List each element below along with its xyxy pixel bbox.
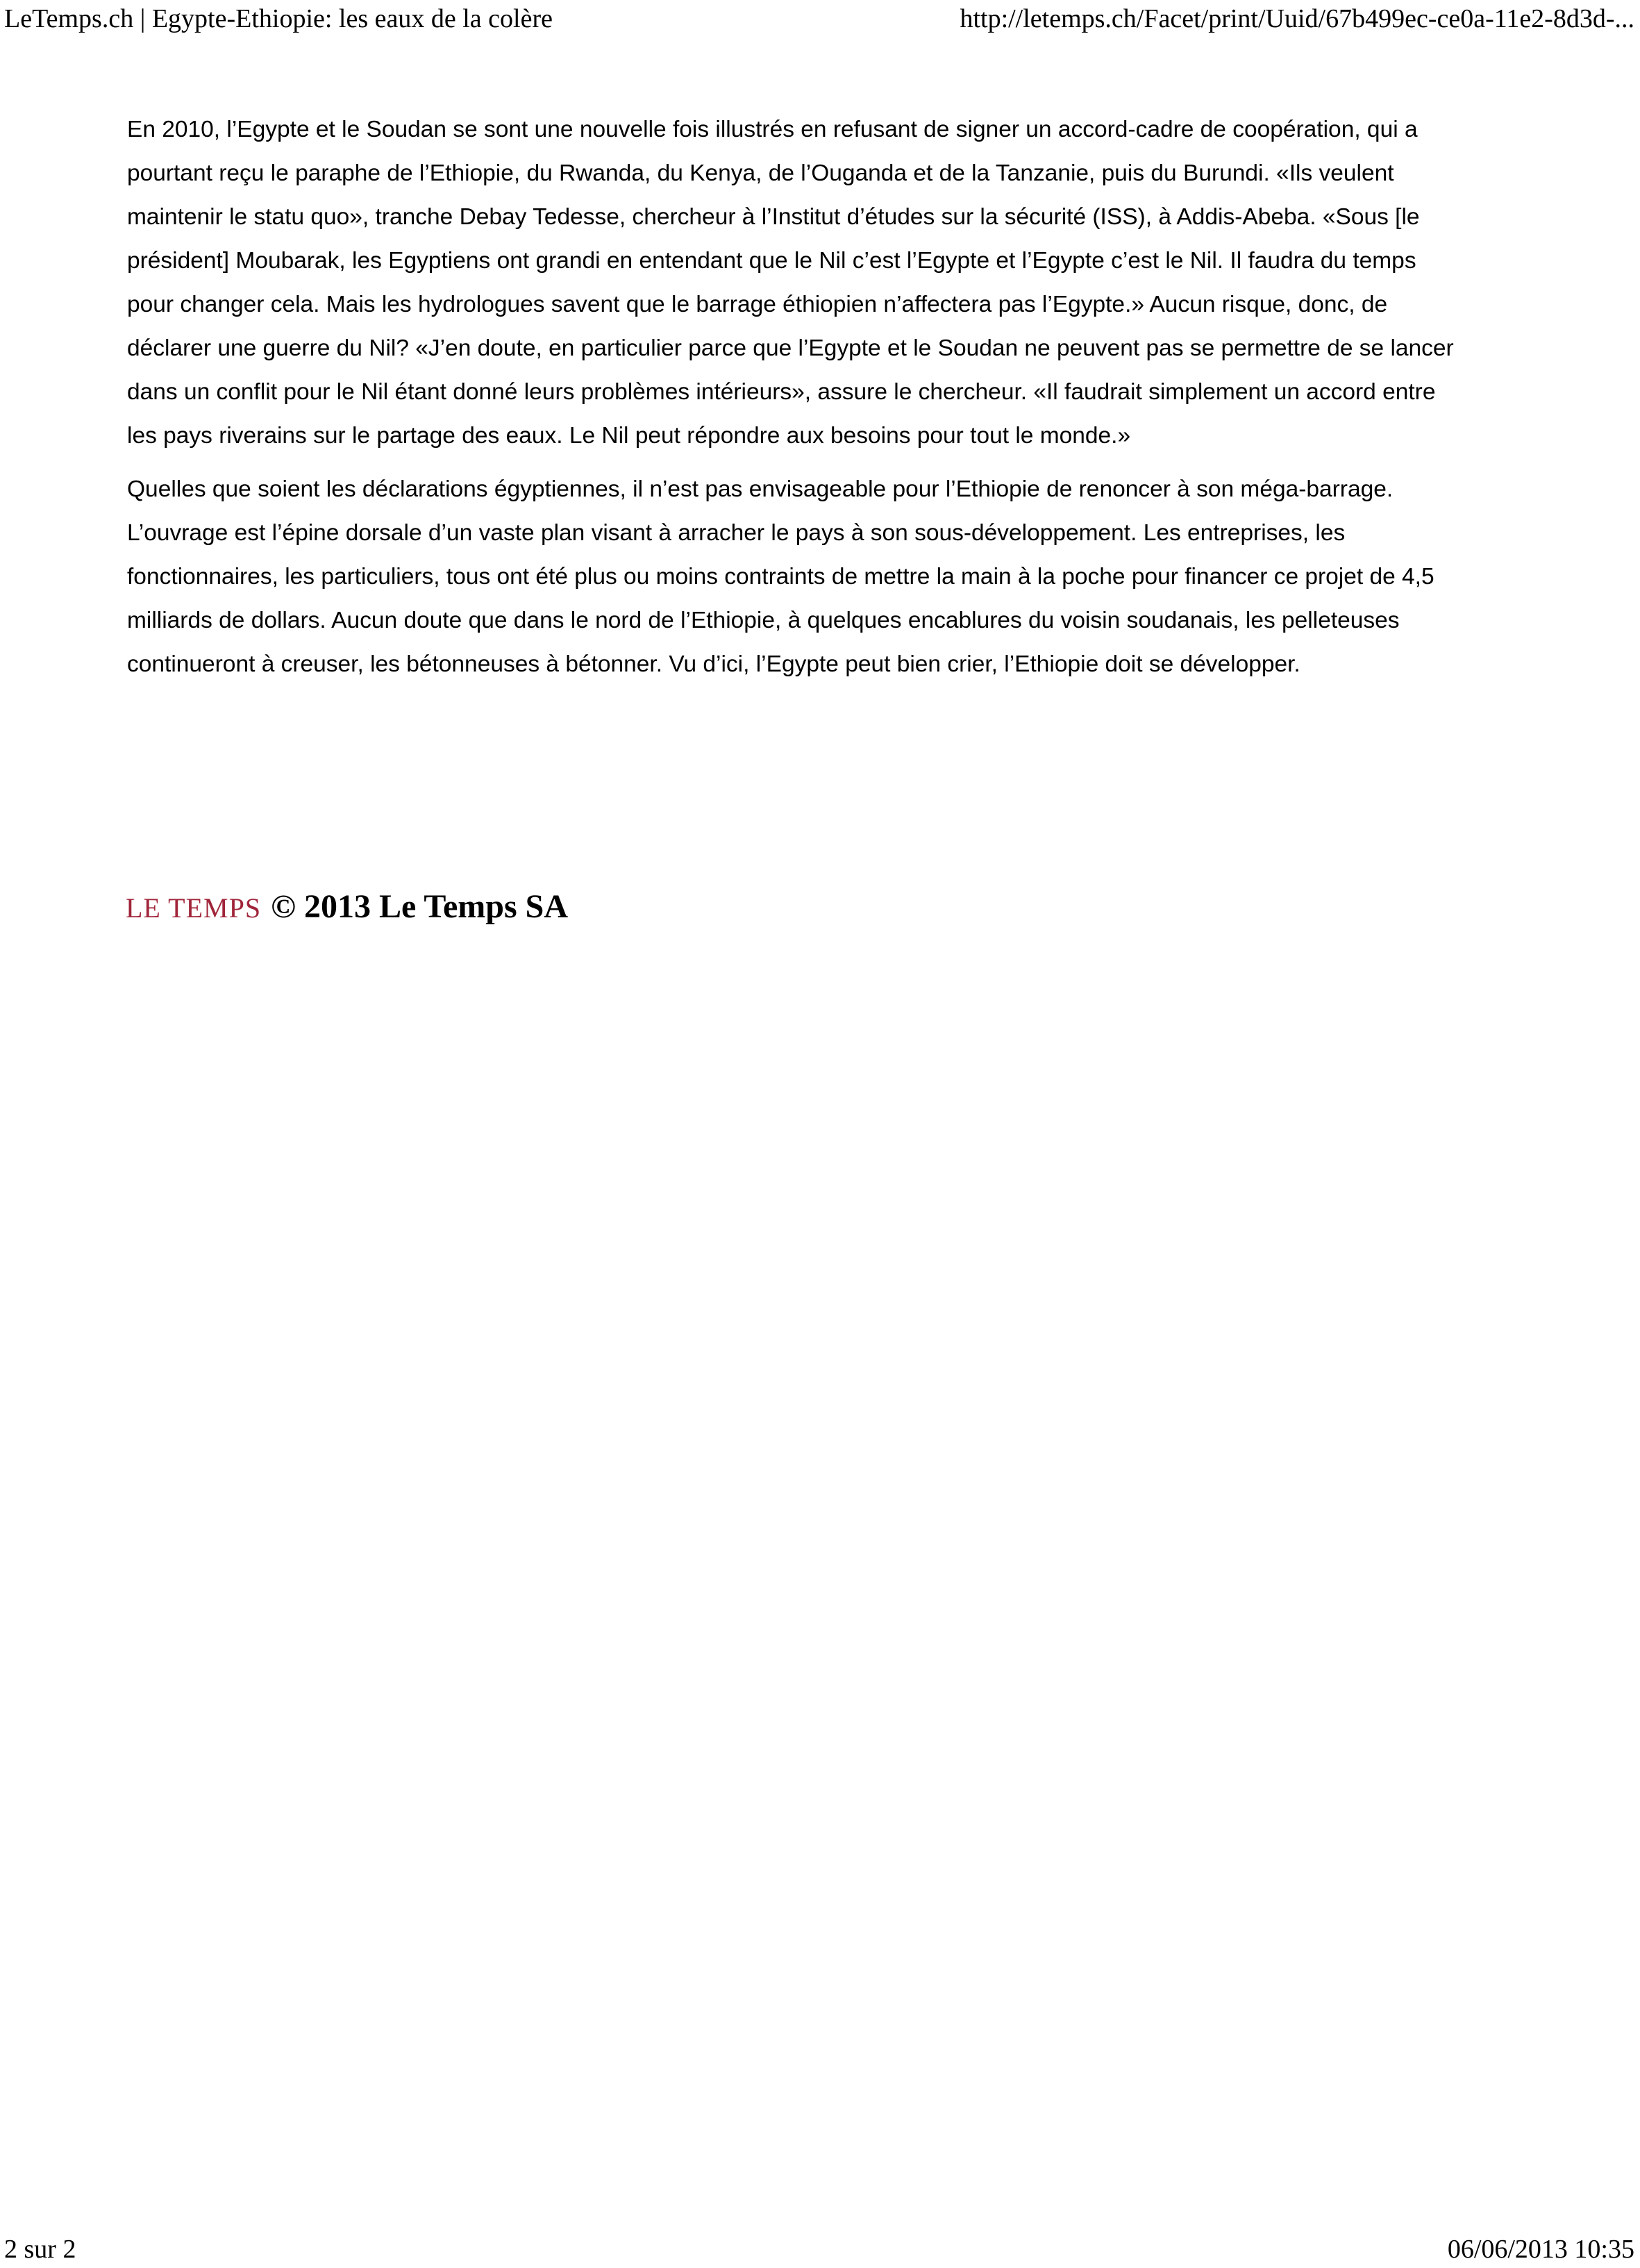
copyright-notice: © 2013 Le Temps SA — [271, 888, 569, 925]
article-paragraph: En 2010, l’Egypte et le Soudan se sont une nouvelle fois illustrés en refusant de signer un accord-cadre de coopération, qui a pourtant reçu le paraphe de l’Ethiopie, du Rwanda, du Kenya, de l’Ouganda et de la Tanzanie, puis du Burundi. «Ils veulent maintenir le statu quo», tranche Debay Tedesse, chercheur à l’Institut d’études sur la sécurité (ISS), à Addis-Abeba. «Sous [le président] Moubarak, les Egyptiens ont grandi en entendant que le Nil c’est l’Egypte et l’Egypte c’est le Nil. Il faudra du temps pour changer cela. Mais les hydrologues savent que le barrage éthiopien n’affectera pas l’Egypte.» Aucun risque, donc, de déclarer une guerre du Nil? «J’en doute, en particulier parce que l’Egypte et le Soudan ne peuvent pas se permettre de se lancer dans un conflit pour le Nil étant donné leurs problèmes intérieurs», assure le chercheur. «Il faudrait simplement un accord entre les pays riverains sur le partage des eaux. Le Nil peut répondre aux besoins pour tout le monde.» — [127, 117, 1454, 449]
le-temps-logo: LE TEMPS — [126, 892, 262, 924]
print-footer — [0, 2231, 1640, 2268]
page-title: LeTemps.ch | Egypte-Ethiopie: les eaux de la colère — [4, 4, 553, 33]
page-number: 2 sur 2 — [4, 2235, 76, 2264]
article-paragraph: Quelles que soient les déclarations égyptiennes, il n’est pas envisageable pour l’Ethiopie de renoncer à son méga-barrage. L’ouvrage est l’épine dorsale d’un vaste plan visant à arracher le pays à son sous-développement. Les entreprises, les fonctionnaires, les particuliers, tous ont été plus ou moins contraints de mettre la main à la poche pour financer ce projet de 4,5 milliards de dollars. Aucun doute que dans le nord de l’Ethiopie, à quelques encablures du voisin soudanais, les pelleteuses continueront à creuser, les bétonneuses à bétonner. Vu d’ici, l’Egypte peut bien crier, l’Ethiopie doit se développer. — [127, 476, 1434, 677]
copyright-line — [126, 887, 568, 929]
article-body — [127, 108, 1467, 696]
page-url: http://letemps.ch/Facet/print/Uuid/67b499ec-ce0a-11e2-8d3d-... — [960, 4, 1634, 33]
print-header — [0, 0, 1640, 37]
print-date: 06/06/2013 10:35 — [1447, 2235, 1634, 2264]
